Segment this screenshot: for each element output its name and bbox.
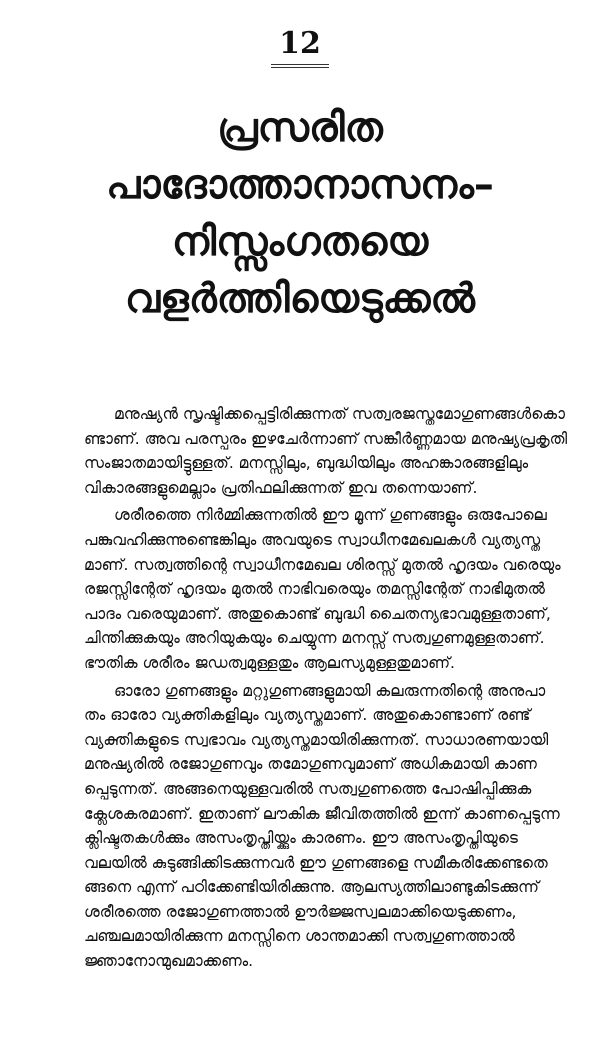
text-line: ജ്ഞാനോന്മുഖമാക്കണം. <box>84 952 254 971</box>
text-line: ചിന്തിക്കുകയും അറിയുകയും ചെയ്യുന്ന മനസ്സ് സത്വഗുണമുള്ളതാണ്. <box>84 629 545 648</box>
chapter-title-line: നിസ്സംഗതയെ <box>171 219 429 265</box>
text-line: മനുഷ്യൻ സൃഷ്ടിക്കപ്പെട്ടിരിക്കുന്നത് സത്വരജസ്തമോഗുണങ്ങൾകൊ <box>114 405 565 423</box>
text-line: വലയിൽ കുടുങ്ങിക്കിടക്കുന്നവർ ഈ ഗുണങ്ങളെ സമീകരിക്കേണ്ടതെ <box>84 853 548 872</box>
text-line: രജസ്സിന്റേത് ഹൃദയം മുതൽ നാഭിവരെയും തമസ്സിന്റേത് നാഭിമുതൽ <box>84 580 545 599</box>
chapter-title-line: പാദോത്താനാസനം– <box>106 162 494 208</box>
chapter-number: 12 <box>279 26 321 61</box>
paragraph-1 <box>84 402 568 500</box>
chapter-number-underline-double <box>271 67 329 68</box>
text-line: ചഞ്ചലമായിരിക്കുന്ന മനസ്സിനെ ശാന്തമാക്കി സത്വഗുണത്താൽ <box>84 927 515 946</box>
text-line: സംജാതമായിട്ടുള്ളത്. മനസ്സിലും, ബുദ്ധിയിലും അഹങ്കാരങ്ങളിലും <box>84 454 529 473</box>
text-line: ങ്ങനെ എന്ന് പഠിക്കേണ്ടിയിരിക്കുന്നു. ആലസ്യത്തിലാണ്ടുകിടക്കുന്ന് <box>84 878 539 897</box>
text-line: ശരീരത്തെ നിർമ്മിക്കുന്നതിൽ ഈ മൂന്ന് ഗുണങ്ങളും ഒരുപോലെ <box>114 506 547 525</box>
text-line: തം ഓരോ വ്യക്തികളിലും വ്യത്യസ്തമാണ്. അതുകൊണ്ടാണ് രണ്ട് <box>84 706 531 725</box>
paragraph-2 <box>84 503 568 675</box>
paragraph-3 <box>84 679 568 974</box>
body-text <box>84 402 568 977</box>
text-line: ണ്ടാണ്. അവ പരസ്പരം ഇഴചേർന്നാണ് സങ്കീർണ്ണമായ മനുഷ്യപ്രകൃതി <box>84 429 568 448</box>
chapter-title-line: പ്രസരിത <box>217 105 383 151</box>
chapter-title-line: വളർത്തിയെടുക്കൽ <box>125 276 475 322</box>
text-line: പാദം വരെയുമാണ്. അതുകൊണ്ട് ബുദ്ധി ചൈതന്യഭാവമുള്ളതാണ്, <box>84 604 551 623</box>
text-line: ശരീരത്തെ രജോഗുണത്താൽ ഊർജ്ജസ്വലമാക്കിയെടുക്കണം, <box>84 902 517 921</box>
text-line: മാണ്. സത്വത്തിന്റെ സ്വാധീനമേഖല ശിരസ്സ് മുതൽ ഹൃദയം വരെയും <box>84 555 561 574</box>
text-line: വ്യക്തികളുടെ സ്വഭാവം വ്യത്യസ്തമായിരിക്കുന്നത്. സാധാരണയായി <box>84 730 549 749</box>
text-line: മനുഷ്യരിൽ രജോഗുണവും തമോഗുണവുമാണ് അധികമായി കാണ <box>84 755 537 774</box>
text-line: പ്പെടുന്നത്. അങ്ങനെയുള്ളവരിൽ സത്വഗുണത്തെ പോഷിപ്പിക്കുക <box>84 779 532 798</box>
text-line: പങ്കുവഹിക്കുന്നുണ്ടെങ്കിലും അവയുടെ സ്വാധീനമേഖലകൾ വ്യത്യസ്ത <box>84 530 541 549</box>
text-line: വികാരങ്ങളുമെല്ലാം പ്രതിഫലിക്കുന്നത് ഇവ തന്നെയാണ്. <box>84 478 478 497</box>
text-line: ഭൗതിക ശരീരം ജഡത്വമുള്ളതും ആലസ്യമുള്ളതുമാണ്. <box>84 653 455 672</box>
text-line: ഓരോ ഗുണങ്ങളും മറ്റുഗുണങ്ങളുമായി കലരുന്നതിന്റെ അനുപാ <box>114 681 546 700</box>
text-line: ക്ലേശകരമാണ്. ഇതാണ് ലൗകിക ജീവിതത്തിൽ ഇന്ന് കാണപ്പെടുന്ന <box>84 804 560 823</box>
chapter-title <box>30 100 570 328</box>
chapter-number-underline <box>271 64 329 65</box>
text-line: ക്ലിഷ്ടതകൾക്കും അസംതൃപ്തിയ്ക്കും കാരണം. ഈ അസംതൃപ്തിയുടെ <box>84 829 518 848</box>
